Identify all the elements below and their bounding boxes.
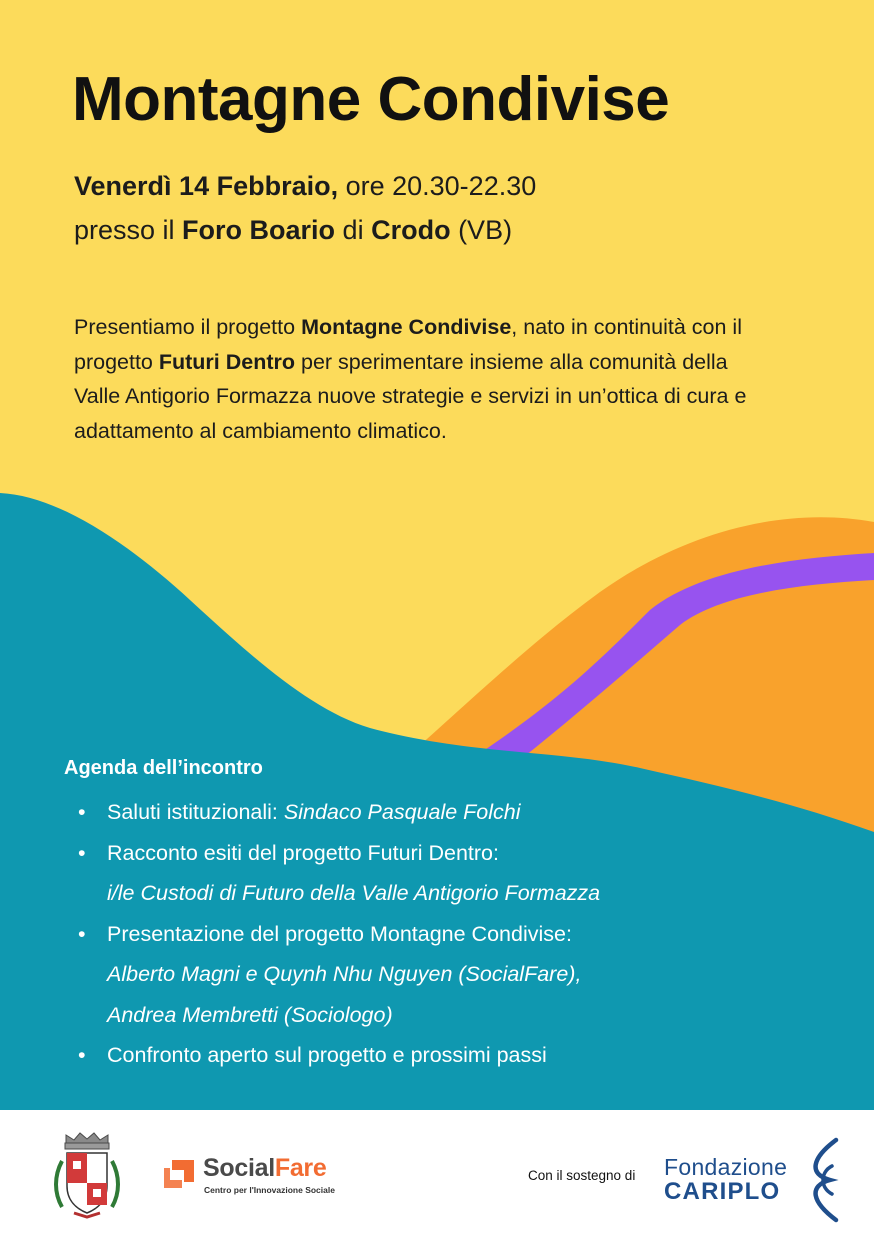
event-datetime-place: [74, 164, 536, 252]
cariplo-logo-icon: [800, 1136, 844, 1224]
venue-name: Foro Boario: [182, 215, 336, 245]
socialfare-name-part2: Fare: [274, 1154, 327, 1182]
agenda-item-text: Presentazione del progetto Montagne Condivise:: [107, 921, 572, 946]
agenda-item-text: Saluti istituzionali:: [107, 800, 284, 824]
bullet: •: [78, 800, 86, 824]
agenda-item-speaker-2: Andrea Membretti (Sociologo): [107, 1002, 393, 1027]
socialfare-tagline: Centro per l'Innovazione Sociale: [204, 1185, 335, 1195]
socialfare-logo-icon: [162, 1158, 196, 1190]
intro-paragraph: [74, 310, 774, 448]
place-prefix: presso il: [74, 215, 183, 245]
intro-text-3: per sperimentare insieme alla comunità della Valle Antigorio Formazza nuove strategie e servizi in un’ottica di cura e adattamento al cambiamento climatico.: [74, 349, 747, 443]
agenda-item-text: Confronto aperto sul progetto e prossimi passi: [107, 1043, 547, 1067]
socialfare-name-part1: Social: [203, 1154, 275, 1182]
intro-text-2: , nato in continuità con il progetto: [74, 315, 742, 374]
municipal-crest-icon: [52, 1131, 122, 1219]
agenda-list: [78, 792, 600, 1076]
agenda-item-text: Racconto esiti del progetto Futuri Dentro:: [107, 840, 499, 865]
fondazione-line2: CARIPLO: [664, 1178, 781, 1205]
project-name-futuri: Futuri Dentro: [158, 349, 296, 374]
agenda-item: [78, 833, 600, 914]
bullet: •: [78, 1043, 86, 1067]
province: (VB): [450, 215, 513, 245]
event-datetime: [74, 164, 536, 208]
agenda-item-speaker: Alberto Magni e Quynh Nhu Nguyen (SocialFare),: [107, 962, 582, 986]
bullet: •: [78, 921, 86, 946]
place-mid: di: [335, 215, 372, 245]
socialfare-name: [203, 1154, 326, 1183]
project-name-montagne: Montagne Condivise: [301, 315, 512, 339]
event-place: [74, 208, 536, 252]
agenda-item-speaker: i/le Custodi di Futuro della Valle Antigorio Formazza: [107, 881, 601, 905]
agenda-item-speaker: Sindaco Pasquale Folchi: [283, 800, 521, 824]
bullet: •: [78, 840, 86, 865]
support-text: Con il sostegno di: [528, 1168, 636, 1183]
fondazione-line1: Fondazione: [664, 1154, 788, 1180]
event-time: ore 20.30-22.30: [338, 171, 537, 201]
event-title: Montagne Condivise: [72, 65, 670, 134]
agenda-item: [78, 1035, 600, 1076]
intro-text-1: Presentiamo il progetto: [74, 315, 302, 339]
event-day: Venerdì 14 Febbraio,: [74, 171, 339, 201]
agenda-heading: Agenda dell’incontro: [64, 757, 263, 779]
agenda-item: [78, 792, 600, 833]
town-name: Crodo: [371, 215, 451, 245]
agenda-item: [78, 914, 600, 1036]
